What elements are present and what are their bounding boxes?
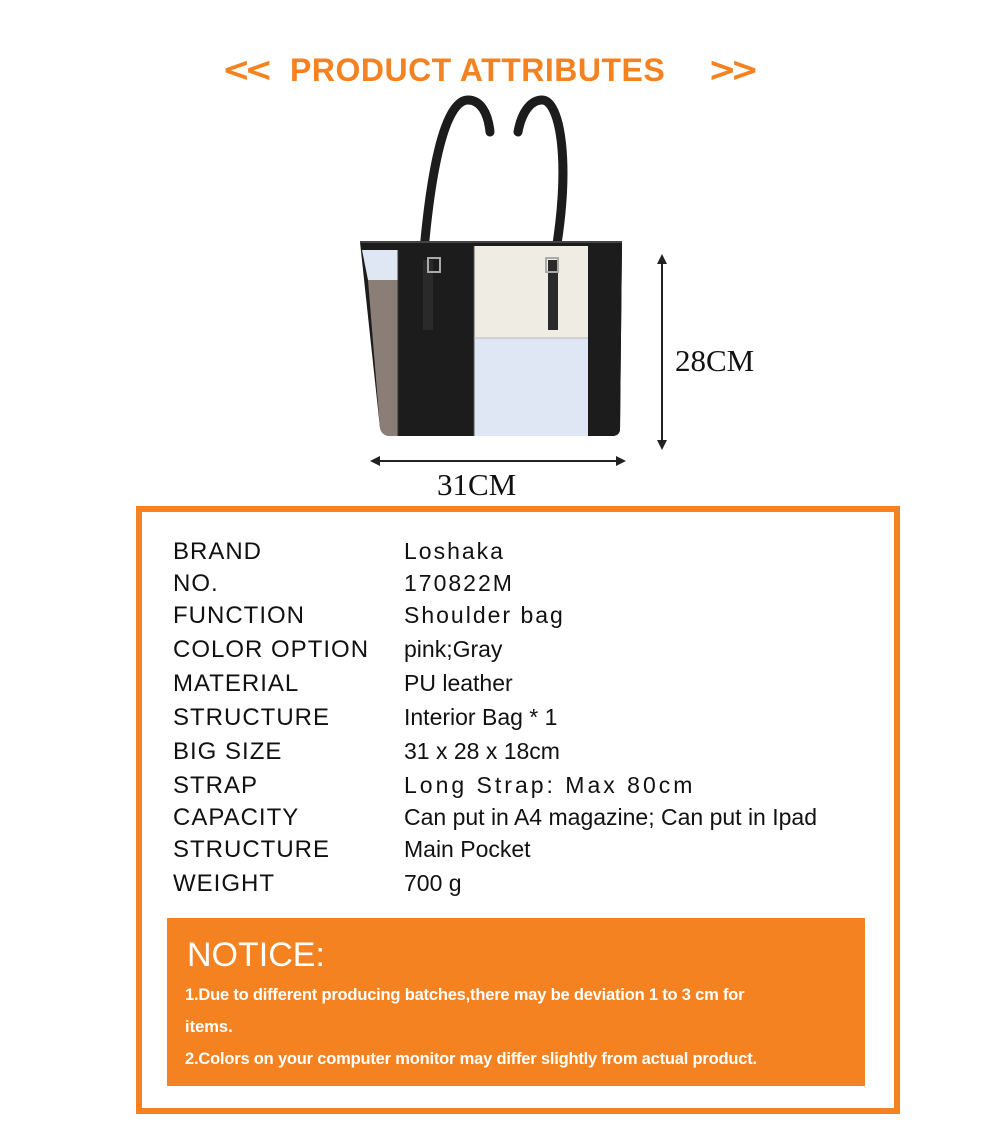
attribute-row-no [142,570,894,602]
attribute-key: STRUCTURE [173,836,330,863]
notice-line-3: 2.Colors on your computer monitor may differ slightly from actual product. [185,1050,757,1068]
attribute-key: CAPACITY [173,804,300,831]
attribute-value: pink;Gray [404,636,503,662]
height-arrow-icon [652,252,672,452]
notice-line-1: 1.Due to different producing batches,there may be deviation 1 to 3 cm for [185,986,745,1004]
attribute-value: 31 x 28 x 18cm [404,738,560,764]
attribute-value: 700 g [404,870,462,896]
attribute-row-weight [142,870,894,902]
handbag-illustration [340,92,660,472]
attribute-key: WEIGHT [173,870,275,897]
attribute-row-strap [142,772,894,804]
attribute-value: Interior Bag * 1 [404,704,558,730]
attribute-row-material [142,670,894,702]
attribute-value: 170822M [404,570,514,596]
attribute-row-brand [142,538,894,570]
height-label: 28CM [675,343,755,378]
attribute-row-structure-2 [142,836,894,868]
attribute-row-function [142,602,894,634]
attribute-key: BIG SIZE [173,738,283,765]
product-image [340,92,660,472]
section-header [0,48,1000,92]
notice-line-2: items. [185,1018,233,1036]
attribute-key: FUNCTION [173,602,305,629]
attribute-key: COLOR OPTION [173,636,370,663]
section-title: PRODUCT ATTRIBUTES [290,52,666,88]
attribute-value: Can put in A4 magazine; Can put in Ipad [404,804,818,830]
attribute-key: STRUCTURE [173,704,330,731]
notice-box [167,918,865,1086]
width-label: 31CM [437,467,517,502]
attribute-value: PU leather [404,670,513,696]
notice-title: NOTICE: [187,936,325,974]
attribute-value: Loshaka [404,538,505,564]
attribute-key: STRAP [173,772,259,799]
attribute-row-big-size [142,738,894,770]
attribute-value: Shoulder bag [404,602,565,628]
attribute-row-capacity [142,804,894,836]
width-arrow-icon [368,454,628,468]
attribute-row-color-option [142,636,894,668]
chevron-left-icon: << [222,50,267,90]
attribute-key: NO. [173,570,219,597]
attribute-row-structure [142,704,894,736]
attribute-value: Main Pocket [404,836,531,862]
chevron-right-icon: >> [708,50,753,90]
attribute-key: MATERIAL [173,670,300,697]
attribute-value: Long Strap: Max 80cm [404,772,696,798]
attribute-key: BRAND [173,538,263,565]
